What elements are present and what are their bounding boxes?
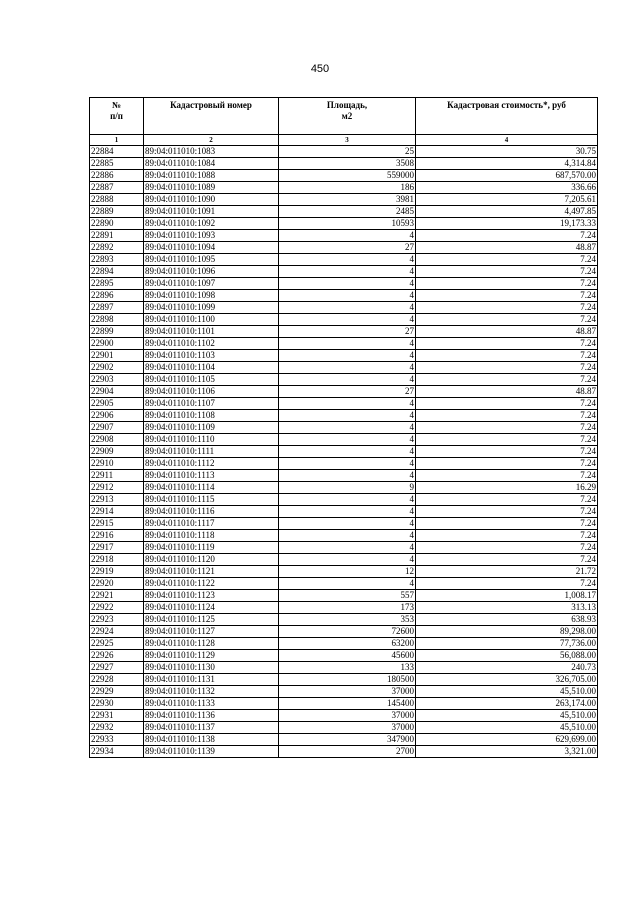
row-number: 22888	[90, 194, 144, 206]
cadastral-number: 89:04:011010:1124	[144, 602, 279, 614]
cadastral-cost: 7.24	[416, 338, 598, 350]
table-row	[90, 434, 598, 446]
cadastral-cost: 7.24	[416, 458, 598, 470]
table-row	[90, 422, 598, 434]
cadastral-number: 89:04:011010:1117	[144, 518, 279, 530]
cadastral-number: 89:04:011010:1115	[144, 494, 279, 506]
table-row	[90, 326, 598, 338]
row-number: 22892	[90, 242, 144, 254]
area-value: 72600	[279, 626, 416, 638]
cadastral-table	[89, 97, 598, 758]
row-number: 22927	[90, 662, 144, 674]
cadastral-number: 89:04:011010:1121	[144, 566, 279, 578]
row-number: 22910	[90, 458, 144, 470]
table-row	[90, 662, 598, 674]
cadastral-number: 89:04:011010:1092	[144, 218, 279, 230]
row-number: 22905	[90, 398, 144, 410]
cadastral-number: 89:04:011010:1118	[144, 530, 279, 542]
cadastral-number: 89:04:011010:1094	[144, 242, 279, 254]
table-row	[90, 686, 598, 698]
table-row	[90, 278, 598, 290]
table-row	[90, 470, 598, 482]
cadastral-cost: 240.73	[416, 662, 598, 674]
table-row	[90, 302, 598, 314]
row-number: 22891	[90, 230, 144, 242]
cadastral-number: 89:04:011010:1136	[144, 710, 279, 722]
cadastral-cost: 45,510.00	[416, 722, 598, 734]
cadastral-cost: 7.24	[416, 506, 598, 518]
cadastral-cost: 313.13	[416, 602, 598, 614]
cadastral-number: 89:04:011010:1099	[144, 302, 279, 314]
table-row	[90, 734, 598, 746]
area-value: 4	[279, 446, 416, 458]
cadastral-cost: 7.24	[416, 278, 598, 290]
cadastral-number: 89:04:011010:1138	[144, 734, 279, 746]
cadastral-number: 89:04:011010:1120	[144, 554, 279, 566]
area-value: 173	[279, 602, 416, 614]
table-row	[90, 410, 598, 422]
table-row	[90, 362, 598, 374]
area-value: 27	[279, 242, 416, 254]
table-row	[90, 566, 598, 578]
cadastral-number: 89:04:011010:1104	[144, 362, 279, 374]
row-number: 22898	[90, 314, 144, 326]
table-row	[90, 386, 598, 398]
cadastral-number: 89:04:011010:1111	[144, 446, 279, 458]
cadastral-cost: 7.24	[416, 290, 598, 302]
area-value: 27	[279, 386, 416, 398]
cadastral-number: 89:04:011010:1127	[144, 626, 279, 638]
cadastral-cost: 638.93	[416, 614, 598, 626]
cadastral-cost: 77,736.00	[416, 638, 598, 650]
cadastral-cost: 7.24	[416, 314, 598, 326]
cadastral-cost: 7.24	[416, 554, 598, 566]
area-value: 3981	[279, 194, 416, 206]
cadastral-cost: 4,497.85	[416, 206, 598, 218]
cadastral-number: 89:04:011010:1130	[144, 662, 279, 674]
area-value: 4	[279, 518, 416, 530]
cadastral-number: 89:04:011010:1089	[144, 182, 279, 194]
cadastral-cost: 7.24	[416, 578, 598, 590]
cadastral-cost: 56,088.00	[416, 650, 598, 662]
cadastral-cost: 4,314.84	[416, 158, 598, 170]
cadastral-number: 89:04:011010:1128	[144, 638, 279, 650]
table-row	[90, 578, 598, 590]
row-number: 22928	[90, 674, 144, 686]
cadastral-cost: 48.87	[416, 242, 598, 254]
table-body	[90, 146, 598, 758]
cadastral-cost: 7.24	[416, 254, 598, 266]
area-value: 45600	[279, 650, 416, 662]
area-value: 9	[279, 482, 416, 494]
area-value: 4	[279, 458, 416, 470]
area-value: 4	[279, 302, 416, 314]
area-value: 4	[279, 362, 416, 374]
table-row	[90, 482, 598, 494]
cadastral-cost: 45,510.00	[416, 710, 598, 722]
area-value: 27	[279, 326, 416, 338]
area-value: 4	[279, 398, 416, 410]
cadastral-number: 89:04:011010:1123	[144, 590, 279, 602]
row-number: 22895	[90, 278, 144, 290]
area-value: 180500	[279, 674, 416, 686]
cadastral-number: 89:04:011010:1133	[144, 698, 279, 710]
area-value: 37000	[279, 710, 416, 722]
row-number: 22902	[90, 362, 144, 374]
area-value: 3508	[279, 158, 416, 170]
area-value: 10593	[279, 218, 416, 230]
cadastral-cost: 7.24	[416, 410, 598, 422]
row-number: 22903	[90, 374, 144, 386]
cadastral-cost: 263,174.00	[416, 698, 598, 710]
table-row	[90, 338, 598, 350]
cadastral-cost: 48.87	[416, 386, 598, 398]
table-row	[90, 530, 598, 542]
cadastral-number: 89:04:011010:1137	[144, 722, 279, 734]
row-number: 22916	[90, 530, 144, 542]
cadastral-cost: 7.24	[416, 530, 598, 542]
row-number: 22893	[90, 254, 144, 266]
cadastral-number: 89:04:011010:1129	[144, 650, 279, 662]
table-row	[90, 698, 598, 710]
cadastral-number: 89:04:011010:1088	[144, 170, 279, 182]
area-value: 37000	[279, 722, 416, 734]
table-row	[90, 206, 598, 218]
table-row	[90, 158, 598, 170]
cadastral-number: 89:04:011010:1090	[144, 194, 279, 206]
area-value: 4	[279, 374, 416, 386]
area-value: 4	[279, 410, 416, 422]
cadastral-cost: 336.66	[416, 182, 598, 194]
area-value: 12	[279, 566, 416, 578]
table-row	[90, 602, 598, 614]
cadastral-cost: 30.75	[416, 146, 598, 158]
area-value: 4	[279, 578, 416, 590]
header-row-number: № п/п	[90, 98, 144, 135]
cadastral-number: 89:04:011010:1110	[144, 434, 279, 446]
cadastral-number: 89:04:011010:1139	[144, 746, 279, 758]
row-number: 22925	[90, 638, 144, 650]
area-value: 4	[279, 350, 416, 362]
table-row	[90, 554, 598, 566]
table-row	[90, 194, 598, 206]
row-number: 22917	[90, 542, 144, 554]
cadastral-number: 89:04:011010:1109	[144, 422, 279, 434]
table-header-row	[90, 98, 598, 135]
table-row	[90, 230, 598, 242]
cadastral-cost: 7.24	[416, 398, 598, 410]
column-number: 4	[416, 135, 598, 146]
row-number: 22901	[90, 350, 144, 362]
table-row	[90, 182, 598, 194]
table-row	[90, 542, 598, 554]
cadastral-number: 89:04:011010:1131	[144, 674, 279, 686]
row-number: 22914	[90, 506, 144, 518]
cadastral-number: 89:04:011010:1083	[144, 146, 279, 158]
column-number: 3	[279, 135, 416, 146]
cadastral-number: 89:04:011010:1125	[144, 614, 279, 626]
table-row	[90, 290, 598, 302]
table-row	[90, 374, 598, 386]
table-row	[90, 146, 598, 158]
row-number: 22933	[90, 734, 144, 746]
area-value: 347900	[279, 734, 416, 746]
row-number: 22931	[90, 710, 144, 722]
area-value: 4	[279, 554, 416, 566]
row-number: 22904	[90, 386, 144, 398]
cadastral-cost: 19,173.33	[416, 218, 598, 230]
area-value: 4	[279, 494, 416, 506]
area-value: 4	[279, 434, 416, 446]
header-cadastral-number: Кадастровый номер	[144, 98, 279, 135]
area-value: 4	[279, 278, 416, 290]
column-number-row	[90, 135, 598, 146]
row-number: 22919	[90, 566, 144, 578]
area-value: 4	[279, 230, 416, 242]
header-cadastral-cost: Кадастровая стоимость*, руб	[416, 98, 598, 135]
table-row	[90, 266, 598, 278]
cadastral-number: 89:04:011010:1114	[144, 482, 279, 494]
table-row	[90, 518, 598, 530]
cadastral-cost: 7.24	[416, 542, 598, 554]
cadastral-number: 89:04:011010:1103	[144, 350, 279, 362]
table-row	[90, 254, 598, 266]
cadastral-cost: 7.24	[416, 302, 598, 314]
row-number: 22896	[90, 290, 144, 302]
area-value: 37000	[279, 686, 416, 698]
cadastral-number: 89:04:011010:1113	[144, 470, 279, 482]
row-number: 22918	[90, 554, 144, 566]
table-row	[90, 314, 598, 326]
cadastral-number: 89:04:011010:1097	[144, 278, 279, 290]
table-row	[90, 398, 598, 410]
cadastral-cost: 629,699.00	[416, 734, 598, 746]
table-row	[90, 494, 598, 506]
table-row	[90, 446, 598, 458]
table-row	[90, 626, 598, 638]
cadastral-number: 89:04:011010:1112	[144, 458, 279, 470]
area-value: 557	[279, 590, 416, 602]
cadastral-number: 89:04:011010:1093	[144, 230, 279, 242]
area-value: 4	[279, 338, 416, 350]
cadastral-number: 89:04:011010:1084	[144, 158, 279, 170]
area-value: 559000	[279, 170, 416, 182]
cadastral-number: 89:04:011010:1132	[144, 686, 279, 698]
cadastral-number: 89:04:011010:1100	[144, 314, 279, 326]
cadastral-number: 89:04:011010:1096	[144, 266, 279, 278]
row-number: 22890	[90, 218, 144, 230]
cadastral-number: 89:04:011010:1095	[144, 254, 279, 266]
row-number: 22886	[90, 170, 144, 182]
table-row	[90, 710, 598, 722]
cadastral-cost: 3,321.00	[416, 746, 598, 758]
row-number: 22932	[90, 722, 144, 734]
cadastral-cost: 21.72	[416, 566, 598, 578]
row-number: 22887	[90, 182, 144, 194]
row-number: 22924	[90, 626, 144, 638]
cadastral-number: 89:04:011010:1116	[144, 506, 279, 518]
area-value: 4	[279, 314, 416, 326]
row-number: 22909	[90, 446, 144, 458]
row-number: 22889	[90, 206, 144, 218]
cadastral-cost: 7,205.61	[416, 194, 598, 206]
row-number: 22913	[90, 494, 144, 506]
area-value: 4	[279, 422, 416, 434]
area-value: 4	[279, 506, 416, 518]
row-number: 22929	[90, 686, 144, 698]
row-number: 22915	[90, 518, 144, 530]
table-row	[90, 350, 598, 362]
table-row	[90, 170, 598, 182]
table-row	[90, 218, 598, 230]
row-number: 22885	[90, 158, 144, 170]
area-value: 186	[279, 182, 416, 194]
cadastral-number: 89:04:011010:1119	[144, 542, 279, 554]
cadastral-cost: 45,510.00	[416, 686, 598, 698]
area-value: 133	[279, 662, 416, 674]
page-number: 450	[310, 63, 330, 75]
cadastral-cost: 7.24	[416, 494, 598, 506]
cadastral-cost: 48.87	[416, 326, 598, 338]
area-value: 4	[279, 470, 416, 482]
cadastral-number: 89:04:011010:1107	[144, 398, 279, 410]
table-row	[90, 506, 598, 518]
cadastral-number: 89:04:011010:1106	[144, 386, 279, 398]
cadastral-number: 89:04:011010:1101	[144, 326, 279, 338]
header-area: Площадь, м2	[279, 98, 416, 135]
area-value: 63200	[279, 638, 416, 650]
cadastral-cost: 16.29	[416, 482, 598, 494]
area-value: 2700	[279, 746, 416, 758]
column-number: 2	[144, 135, 279, 146]
row-number: 22906	[90, 410, 144, 422]
row-number: 22921	[90, 590, 144, 602]
area-value: 4	[279, 254, 416, 266]
row-number: 22900	[90, 338, 144, 350]
area-value: 2485	[279, 206, 416, 218]
cadastral-cost: 7.24	[416, 434, 598, 446]
table-row	[90, 242, 598, 254]
row-number: 22908	[90, 434, 144, 446]
row-number: 22899	[90, 326, 144, 338]
row-number: 22920	[90, 578, 144, 590]
table-row	[90, 638, 598, 650]
cadastral-cost: 7.24	[416, 230, 598, 242]
table-row	[90, 458, 598, 470]
row-number: 22907	[90, 422, 144, 434]
row-number: 22934	[90, 746, 144, 758]
cadastral-cost: 89,298.00	[416, 626, 598, 638]
row-number: 22912	[90, 482, 144, 494]
cadastral-cost: 7.24	[416, 470, 598, 482]
cadastral-cost: 7.24	[416, 422, 598, 434]
table-row	[90, 590, 598, 602]
row-number: 22894	[90, 266, 144, 278]
cadastral-cost: 326,705.00	[416, 674, 598, 686]
cadastral-cost: 7.24	[416, 374, 598, 386]
cadastral-number: 89:04:011010:1108	[144, 410, 279, 422]
table-row	[90, 746, 598, 758]
cadastral-cost: 7.24	[416, 446, 598, 458]
cadastral-cost: 7.24	[416, 266, 598, 278]
row-number: 22884	[90, 146, 144, 158]
area-value: 4	[279, 290, 416, 302]
row-number: 22926	[90, 650, 144, 662]
area-value: 4	[279, 530, 416, 542]
cadastral-cost: 687,570.00	[416, 170, 598, 182]
cadastral-number: 89:04:011010:1105	[144, 374, 279, 386]
row-number: 22911	[90, 470, 144, 482]
area-value: 4	[279, 542, 416, 554]
cadastral-cost: 1,008.17	[416, 590, 598, 602]
table-row	[90, 722, 598, 734]
table-row	[90, 614, 598, 626]
row-number: 22930	[90, 698, 144, 710]
area-value: 145400	[279, 698, 416, 710]
area-value: 25	[279, 146, 416, 158]
table-row	[90, 674, 598, 686]
cadastral-cost: 7.24	[416, 362, 598, 374]
column-number: 1	[90, 135, 144, 146]
area-value: 353	[279, 614, 416, 626]
area-value: 4	[279, 266, 416, 278]
table-row	[90, 650, 598, 662]
cadastral-number: 89:04:011010:1091	[144, 206, 279, 218]
row-number: 22923	[90, 614, 144, 626]
cadastral-number: 89:04:011010:1098	[144, 290, 279, 302]
row-number: 22897	[90, 302, 144, 314]
cadastral-cost: 7.24	[416, 350, 598, 362]
row-number: 22922	[90, 602, 144, 614]
cadastral-number: 89:04:011010:1102	[144, 338, 279, 350]
cadastral-cost: 7.24	[416, 518, 598, 530]
cadastral-number: 89:04:011010:1122	[144, 578, 279, 590]
